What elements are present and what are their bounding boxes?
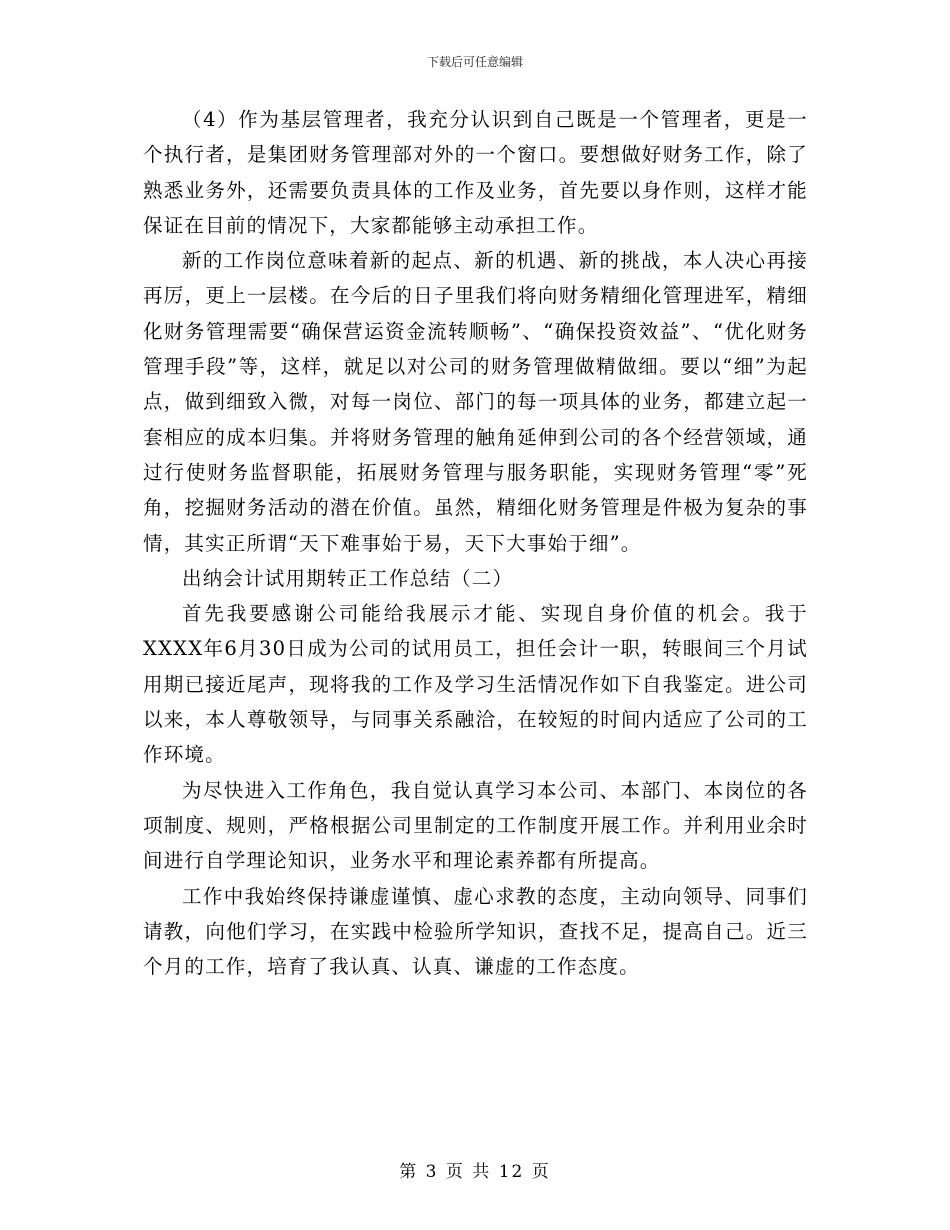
page-number: 第 3 页 共 12 页 <box>399 1162 551 1182</box>
section-title: 出纳会计试用期转正工作总结（二） <box>182 566 514 590</box>
page-header: 下载后可任意编辑 <box>426 55 523 69</box>
paragraph-new-position: 新的工作岗位意味着新的起点、新的机遇、新的挑战，本人决心再接再厉，更上一层楼。在今后的日子里我们将向财务精细化管理进军，精细化财务管理需要“确保营运资金流转顺畅”、“确保投资效益”、“优化财务管理手段”等，这样，就足以对公司的财务管理做精做细。要以“细”为起点，做到细致入微，对每一岗位、部门的每一项具体的业务，都建立起一套相应的成本归集。并将财务管理的触角延伸到公司的各个经营领域，通过行使财务监督职能，拓展财务管理与服务职能，实现财务管理“零”死角，挖掘财务活动的潜在价值。虽然，精细化财务管理是件极为复杂的事情，其实正所谓“天下难事始于易，天下大事始于细”。 <box>143 249 808 555</box>
document-body <box>143 102 808 984</box>
paragraph-learning: 为尽快进入工作角色，我自觉认真学习本公司、本部门、本岗位的各项制度、规则，严格根据公司里制定的工作制度开展工作。并利用业余时间进行自学理论知识，业务水平和理论素养都有所提高。 <box>143 778 808 873</box>
paragraph-gratitude: 首先我要感谢公司能给我展示才能、实现自身价值的机会。我于XXXX年6月30日成为公司的试用员工，担任会计一职，转眼间三个月试用期已接近尾声，现将我的工作及学习生活情况作如下自我鉴定。进公司以来，本人尊敬领导，与同事关系融洽，在较短的时间内适应了公司的工作环境。 <box>143 602 808 767</box>
paragraph-management-role: （4）作为基层管理者，我充分认识到自己既是一个管理者，更是一个执行者，是集团财务管理部对外的一个窗口。要想做好财务工作，除了熟悉业务外，还需要负责具体的工作及业务，首先要以身作则，这样才能保证在目前的情况下，大家都能够主动承担工作。 <box>143 108 808 237</box>
paragraph-attitude: 工作中我始终保持谦虚谨慎、虚心求教的态度，主动向领导、同事们请教，向他们学习，在实践中检验所学知识，查找不足，提高自己。近三个月的工作，培育了我认真、认真、谦虚的工作态度。 <box>143 884 808 979</box>
